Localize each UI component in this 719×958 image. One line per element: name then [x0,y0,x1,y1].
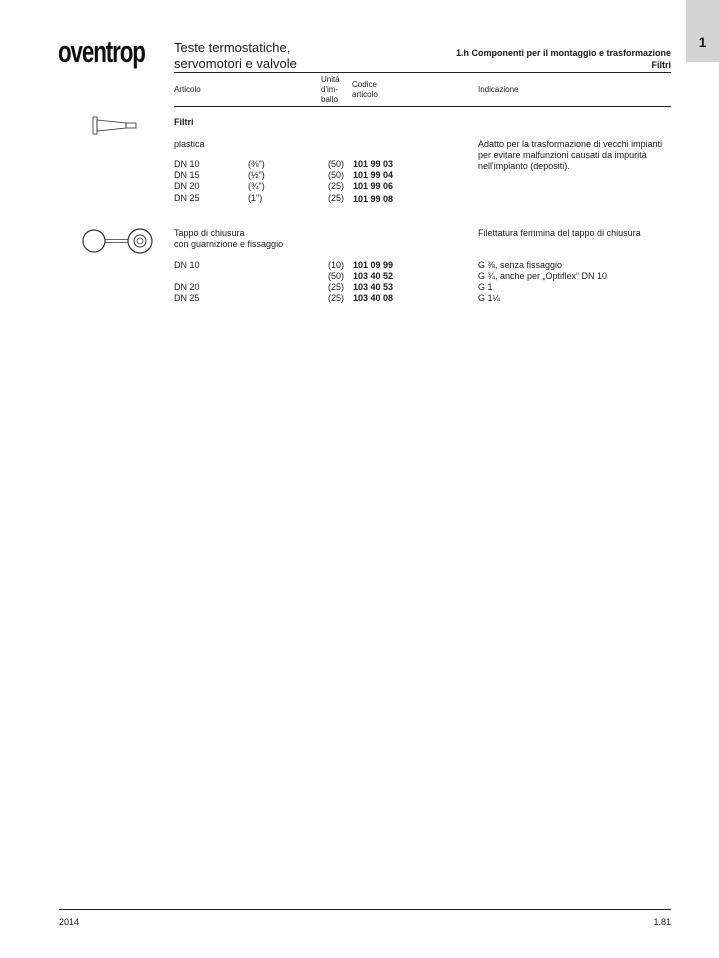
section-line-1: 1.h Componenti per il montaggio e trasformazione [455,48,671,58]
cap-note: G ⅜, senza fissaggio [478,260,563,270]
cap-dn: DN 10 [174,260,200,270]
section-line-2: Filtri [651,60,671,70]
filter-dn: DN 15 [174,170,200,180]
chapter-number: 1 [698,34,707,50]
column-header-rule [174,106,671,107]
cap-note: G ¾, anche per „Optiflex“ DN 10 [478,271,608,281]
filter-dn: DN 25 [174,193,200,203]
cap-pack: (25) [328,293,345,303]
cap-pack: (10) [328,260,345,270]
header-rule [174,72,671,73]
col-codice: Codice articolo [352,80,378,99]
chapter-tab [686,0,719,62]
filter-pack: (50) [328,170,345,180]
cap-note: G 1 [478,282,493,292]
col-indicazione: Indicazione [478,85,519,94]
filter-size: (½") [248,170,265,180]
group-title: Filtri [174,117,194,127]
title-line-1: Teste termostatiche, [174,40,291,55]
filter-pack: (25) [328,181,345,191]
filter-code: 101 99 06 [353,181,394,191]
filter-illustration [90,115,140,137]
cap-pack: (50) [328,271,345,281]
col-articolo: Articolo [174,85,201,94]
cap-code: 103 40 53 [353,282,394,292]
cap-dn: DN 20 [174,282,200,292]
cap-code: 103 40 52 [353,271,394,281]
filter-material: plastica [174,139,205,149]
cap-pack: (25) [328,282,345,292]
cap-code: 101 09 99 [353,260,394,270]
cap-illustration [80,226,160,256]
filter-size: (¾") [248,181,265,191]
cap-name: Tappo di chiusura con guarnizione e fissaggio [174,228,284,249]
filter-code: 101 99 03 [353,159,394,169]
footer-year: 2014 [59,917,80,927]
cap-description: Filettatura femmina del tappo di chiusura [478,228,641,238]
filter-size: (⅜") [248,159,265,169]
page-title [174,40,297,72]
col-unita: Unità d'im- ballo [321,75,340,104]
filter-description: Adatto per la trasformazione di vecchi impianti per evitare malfunzioni causati da impurità nell'impianto (depositi). [478,139,663,171]
section-heading [456,47,671,71]
footer-rule [59,909,671,910]
filter-dn: DN 10 [174,159,200,169]
cap-dn: DN 25 [174,293,200,303]
filter-pack: (50) [328,159,345,169]
filter-pack: (25) [328,193,345,203]
cap-note: G 1¼ [478,293,501,303]
filter-dn: DN 20 [174,181,200,191]
footer-page-number: 1.81 [653,917,671,927]
title-line-2: servomotori e valvole [174,56,297,71]
filter-size: (1") [248,193,263,203]
filter-code: 101 99 04 [353,170,394,180]
cap-code: 103 40 08 [353,293,394,303]
filter-code: 101 99 08 [353,194,394,204]
brand-logo: oventrop [58,34,145,69]
